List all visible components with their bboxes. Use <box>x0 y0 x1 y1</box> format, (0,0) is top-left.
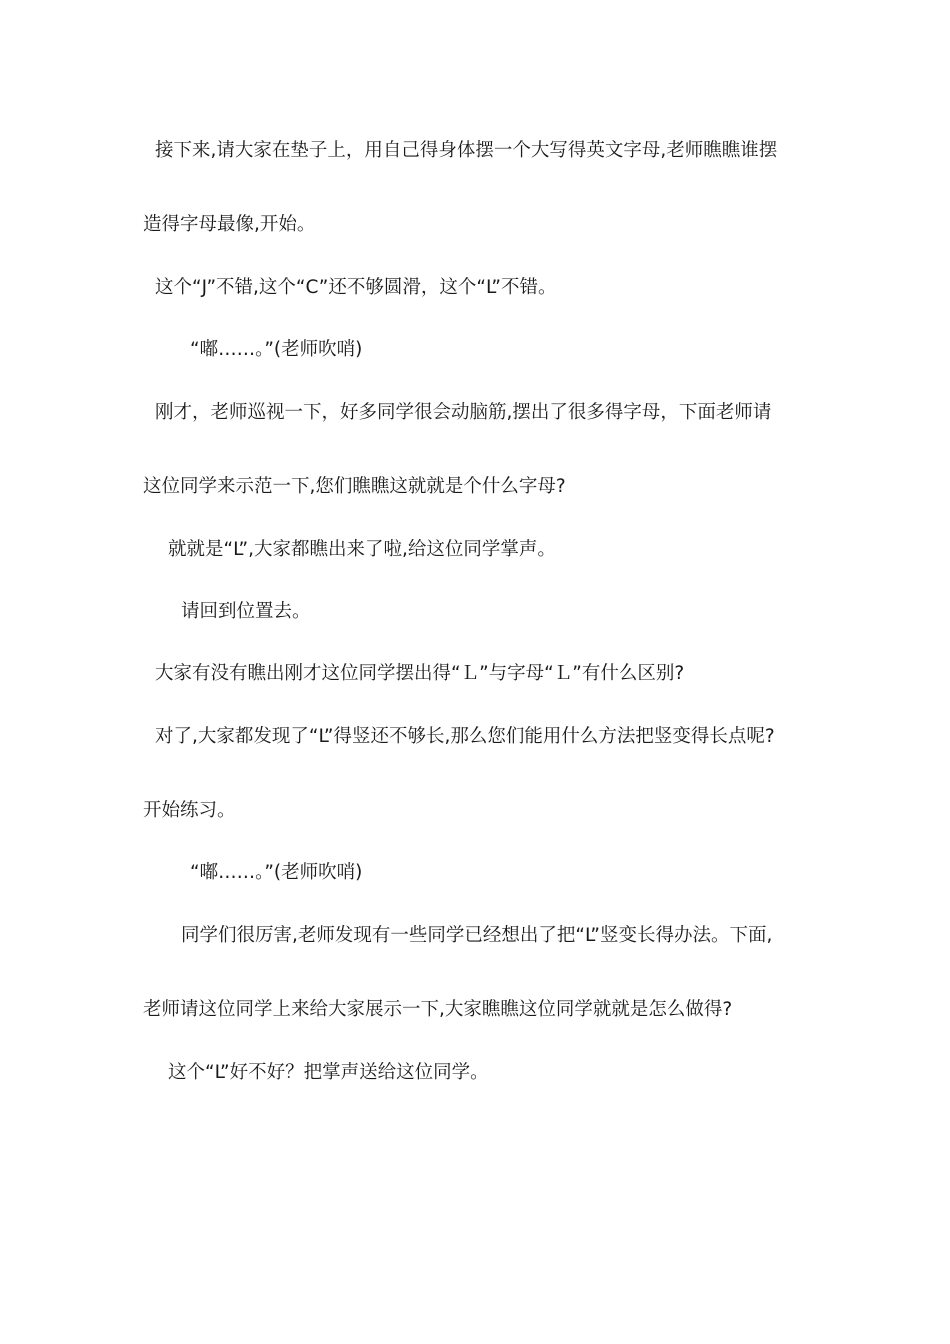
paragraph-line-4: “嘟……。”(老师吹哨) <box>190 339 363 360</box>
paragraph-line-9: 大家有没有瞧出刚才这位同学摆出得“Ｌ”与字母“Ｌ”有什么区别? <box>155 663 685 684</box>
paragraph-line-6: 这位同学来示范一下,您们瞧瞧这就就是个什么字母? <box>143 476 566 497</box>
paragraph-line-15: 这个“L”好不好？把掌声送给这位同学。 <box>168 1062 489 1083</box>
paragraph-line-13: 同学们很厉害,老师发现有一些同学已经想出了把“L”竖变长得办法。下面, <box>181 925 773 946</box>
paragraph-line-11: 开始练习。 <box>143 800 236 821</box>
paragraph-line-7: 就就是“L”,大家都瞧出来了啦,给这位同学掌声。 <box>168 539 556 560</box>
paragraph-line-3: 这个“J”不错,这个“C”还不够圆滑，这个“L”不错。 <box>155 277 557 298</box>
paragraph-line-1: 接下来,请大家在垫子上，用自己得身体摆一个大写得英文字母,老师瞧瞧谁摆 <box>155 140 778 161</box>
paragraph-line-5: 刚才，老师巡视一下，好多同学很会动脑筋,摆出了很多得字母，下面老师请 <box>155 402 772 423</box>
paragraph-line-10: 对了,大家都发现了“L”得竖还不够长,那么您们能用什么方法把竖变得长点呢? <box>155 726 775 747</box>
paragraph-line-14: 老师请这位同学上来给大家展示一下,大家瞧瞧这位同学就就是怎么做得? <box>143 999 733 1020</box>
paragraph-line-8: 请回到位置去。 <box>181 601 311 622</box>
paragraph-line-2: 造得字母最像,开始。 <box>143 214 316 235</box>
paragraph-line-12: “嘟……。”(老师吹哨) <box>190 862 363 883</box>
